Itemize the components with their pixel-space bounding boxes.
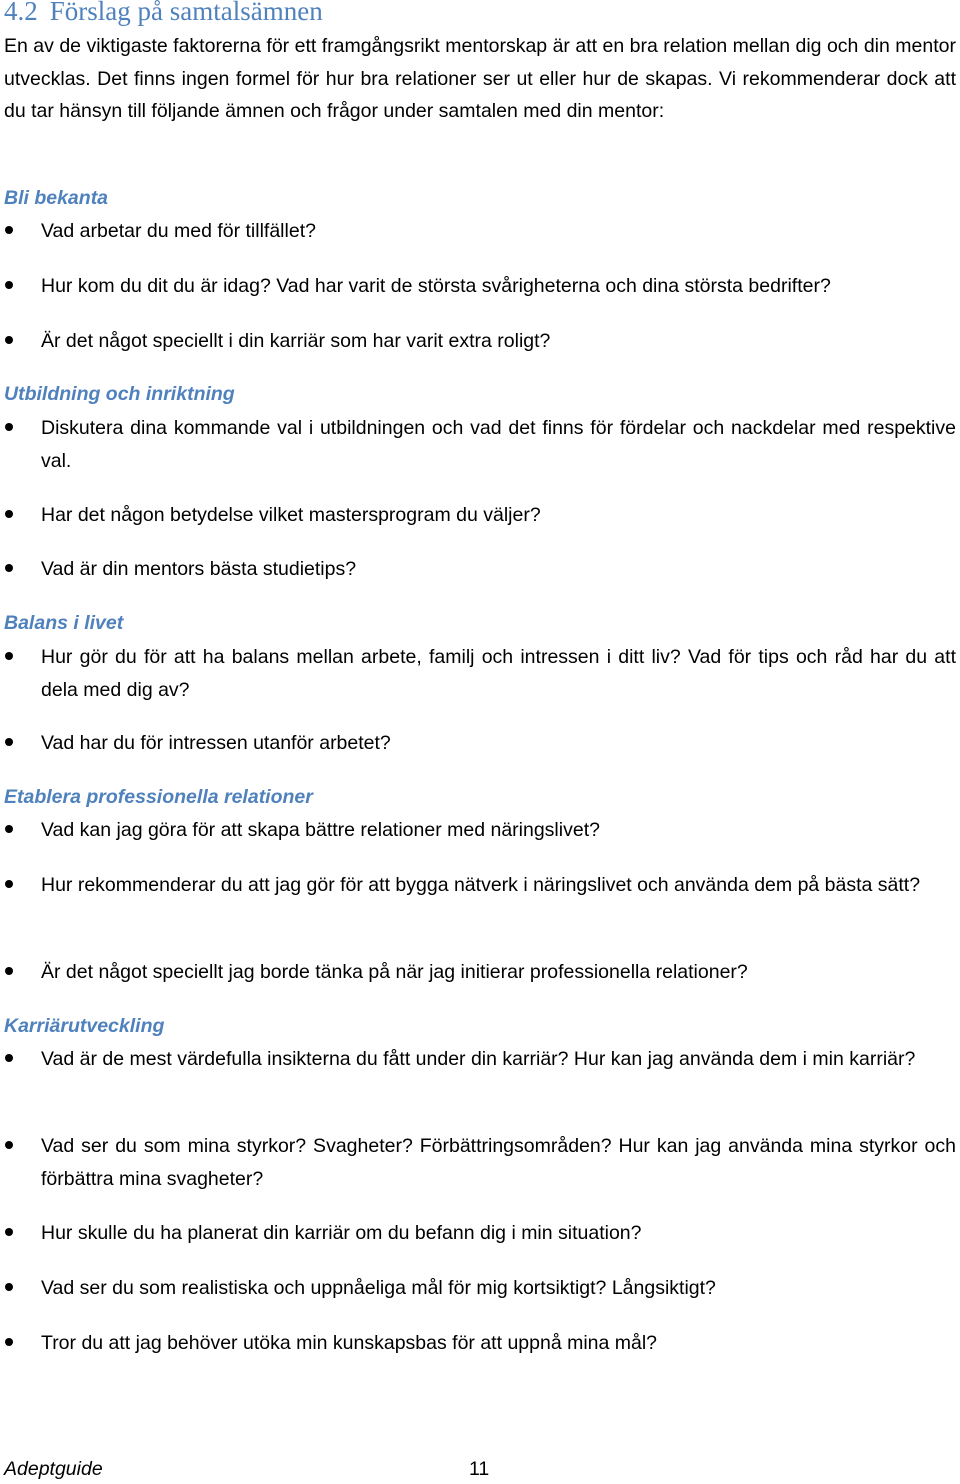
- bullet-icon: [5, 1228, 13, 1236]
- subheading-bli-bekanta: Bli bekanta: [4, 187, 109, 209]
- list-item-text: Vad ser du som mina styrkor? Svagheter? Förbättringsområden? Hur kan jag använda mina styrkor och förbättra mina svagheter?: [41, 1135, 956, 1190]
- bullet-icon: [5, 652, 13, 660]
- bullet-icon: [5, 880, 13, 888]
- footer-document-title: Adeptguide: [4, 1458, 103, 1480]
- list-item-text: Hur gör du för att ha balans mellan arbete, familj och intressen i ditt liv? Vad för tips och råd har du att dela med dig av?: [41, 646, 956, 701]
- subheading-utbildning: Utbildning och inriktning: [4, 383, 235, 405]
- list-item-text: Vad är de mest värdefulla insikterna du fått under din karriär? Hur kan jag använda dem i min karriär?: [41, 1048, 916, 1070]
- bullet-icon: [5, 738, 13, 746]
- bullet-icon: [5, 825, 13, 833]
- list-item-text: Vad har du för intressen utanför arbetet?: [41, 732, 391, 754]
- list-item-text: Vad ser du som realistiska och uppnåeliga mål för mig kortsiktigt? Långsiktigt?: [41, 1277, 716, 1299]
- bullet-icon: [5, 1338, 13, 1346]
- list-item-text: Är det något speciellt i din karriär som har varit extra roligt?: [41, 330, 551, 352]
- bullet-icon: [5, 1141, 13, 1149]
- list-item-text: Hur skulle du ha planerat din karriär om du befann dig i min situation?: [41, 1222, 642, 1244]
- section-title: Förslag på samtalsämnen: [49, 0, 323, 26]
- list-item-text: Tror du att jag behöver utöka min kunskapsbas för att uppnå mina mål?: [41, 1332, 658, 1354]
- list-item-text: Vad kan jag göra för att skapa bättre relationer med näringslivet?: [41, 819, 600, 841]
- section-heading: [4, 0, 323, 27]
- subheading-karriarutveckling: Karriärutveckling: [4, 1015, 165, 1037]
- subheading-etablera: Etablera professionella relationer: [4, 786, 313, 808]
- section-number: 4.2: [4, 0, 38, 26]
- bullet-icon: [5, 510, 13, 518]
- bullet-icon: [5, 564, 13, 572]
- list-item-text: Har det någon betydelse vilket mastersprogram du väljer?: [41, 504, 541, 526]
- bullet-icon: [5, 1054, 13, 1062]
- bullet-icon: [5, 967, 13, 975]
- bullet-icon: [5, 336, 13, 344]
- list-item-text: Är det något speciellt jag borde tänka på när jag initierar professionella relationer?: [41, 961, 748, 983]
- bullet-icon: [5, 1283, 13, 1291]
- list-item-text: Diskutera dina kommande val i utbildningen och vad det finns för fördelar och nackdelar med respektive val.: [41, 417, 956, 472]
- list-item-text: Hur kom du dit du är idag? Vad har varit de största svårigheterna och dina största bedrifter?: [41, 275, 831, 297]
- intro-paragraph: En av de viktigaste faktorerna för ett framgångsrikt mentorskap är att en bra relation mellan dig och din mentor utvecklas. Det finns ingen formel för hur bra relationer ser ut eller hur de skapas. Vi rekommenderar dock att du tar hänsyn till följande ämnen och frågor under samtalen med din mentor:: [4, 35, 956, 123]
- bullet-icon: [5, 423, 13, 431]
- footer-page-number: 11: [469, 1458, 490, 1480]
- subheading-balans: Balans i livet: [4, 612, 124, 634]
- list-item-text: Hur rekommenderar du att jag gör för att bygga nätverk i näringslivet och använda dem på bästa sätt?: [41, 874, 921, 896]
- list-item-text: Vad arbetar du med för tillfället?: [41, 220, 316, 242]
- list-item-text: Vad är din mentors bästa studietips?: [41, 558, 357, 580]
- bullet-icon: [5, 226, 13, 234]
- bullet-icon: [5, 281, 13, 289]
